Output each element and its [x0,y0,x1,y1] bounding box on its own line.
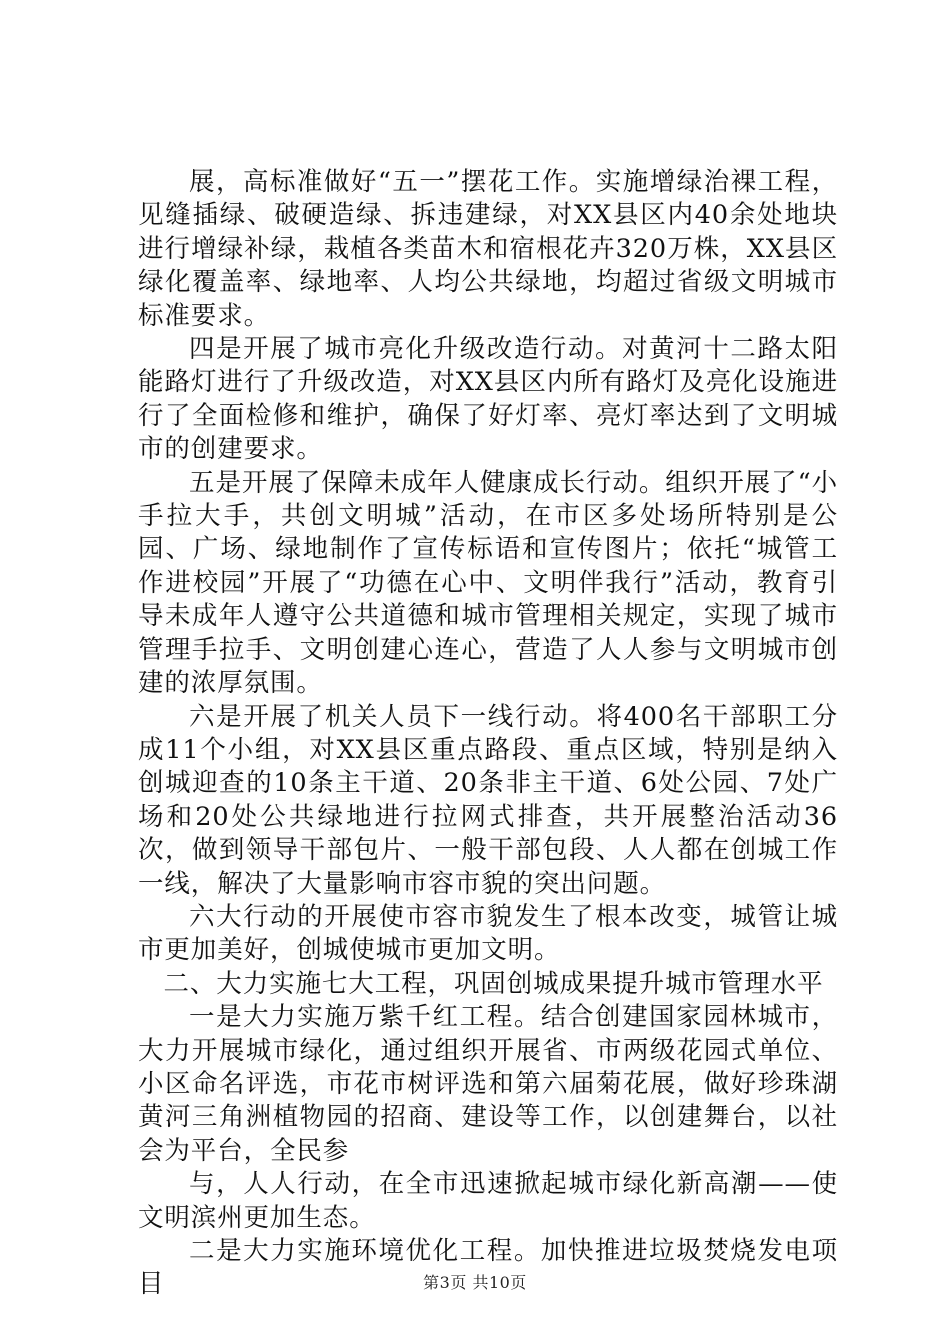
paragraph-staff-frontline: 六是开展了机关人员下一线行动。将400名干部职工分成11个小组，对XX县区重点路段、重点区域，特别是纳入创城迎查的10条主干道、20条非主干道、6处公园、7处广场和20处公共绿地进行拉网式排查，共开展整治活动36次，做到领导干部包片、一般干部包段、人人都在创城工作一线，解决了大量影响市容市貌的突出问题。 [138,701,838,899]
paragraph-six-actions-summary: 六大行动的开展使市容市貌发生了根本改变，城管让城市更加美好，创城使城市更加文明。 [138,901,838,966]
paragraph-lighting-upgrade: 四是开展了城市亮化升级改造行动。对黄河十二路太阳能路灯进行了升级改造，对XX县区内所有路灯及亮化设施进行了全面检修和维护，确保了好灯率、亮灯率达到了文明城市的创建要求。 [138,334,838,465]
section-heading-seven-projects: 二、大力实施七大工程，巩固创城成果提升城市管理水平 [163,968,824,999]
paragraph-environment-project: 二是大力实施环境优化工程。加快推进垃圾焚烧发电项目 [138,1236,838,1300]
page-footer: 第3页 共10页 [423,1273,527,1292]
paragraph-minors-protection: 五是开展了保障未成年人健康成长行动。组织开展了“小手拉大手，共创文明城”活动，在市区多处场所特别是公园、广场、绿地制作了宣传标语和宣传图片；依托“城管工作进校园”开展了“功德在心中、文明伴我行”活动，教育引导未成年人遵守公共道德和城市管理相关规定，实现了城市管理手拉手、文明创建心连心，营造了人人参与文明城市创建的浓厚氛围。 [138,467,838,699]
paragraph-greening-continued: 展，高标准做好“五一”摆花工作。实施增绿治裸工程，见缝插绿、破硬造绿、拆违建绿，对XX县区内40余处地块进行增绿补绿，栽植各类苗木和宿根花卉320万株，XX县区绿化覆盖率、绿地率、人均公共绿地，均超过省级文明城市标准要求。 [138,167,838,331]
paragraph-greening-project: 一是大力实施万紫千红工程。结合创建国家园林城市，大力开展城市绿化，通过组织开展省、市两级花园式单位、小区命名评选，市花市树评选和第六届菊花展，做好珍珠湖黄河三角洲植物园的招商、建设等工作，以创建舞台，以社会为平台，全民参 [138,1002,838,1166]
paragraph-greening-project-continued: 与，人人行动，在全市迅速掀起城市绿化新高潮——使文明滨州更加生态。 [138,1169,838,1233]
document-body [138,166,838,1302]
